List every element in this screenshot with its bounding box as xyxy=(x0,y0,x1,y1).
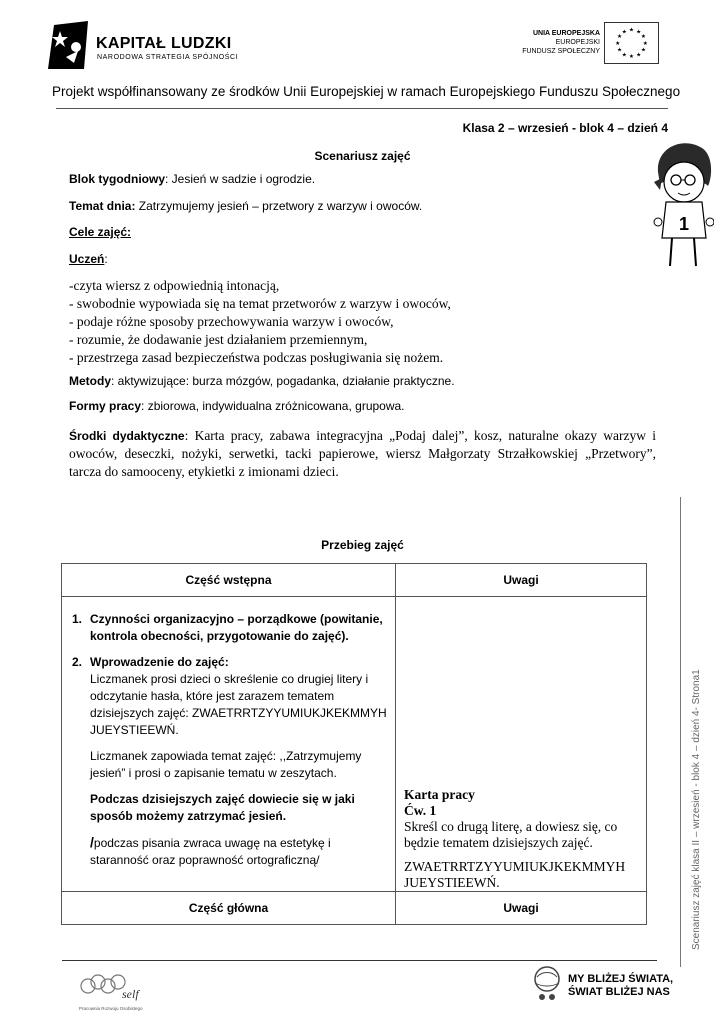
svg-text:★: ★ xyxy=(617,47,623,54)
list-item xyxy=(69,611,389,645)
svg-text:★: ★ xyxy=(628,27,635,34)
przebieg-title: Przebieg zajęć xyxy=(321,538,404,552)
uwagi-cw: Ćw. 1 xyxy=(404,803,437,818)
blok-value: : Jesień w sadzie i ogrodzie. xyxy=(165,172,316,186)
item2-p1: Liczmanek prosi dzieci o skreślenie co drugiej litery i odczytanie hasła, które jest zarazem tematem dzisiejszych zajęć: ZWAETRRTZYYUMIUKJKEKMMYH JUEYSTIEEWŃ. xyxy=(90,672,387,737)
eu-flag-icon xyxy=(604,22,659,64)
uczen-colon: : xyxy=(104,252,108,266)
table-cell-right xyxy=(396,597,647,892)
svg-text:★: ★ xyxy=(636,29,642,36)
col2-header: Uwagi xyxy=(396,564,647,597)
svg-text:★: ★ xyxy=(640,34,646,41)
svg-text:★: ★ xyxy=(621,52,627,59)
metody-value: : aktywizujące: burza mózgów, pogadanka, działanie praktyczne. xyxy=(111,374,455,388)
lesson-plan-table xyxy=(61,563,647,925)
formy-label: Formy pracy xyxy=(69,399,142,413)
list-item: - rozumie, że dodawanie jest działaniem przemiennym, xyxy=(69,332,368,347)
table-cell-left xyxy=(62,597,396,892)
page-title: Scenariusz zajęć xyxy=(314,149,411,163)
temat-label: Temat dnia: xyxy=(69,199,136,213)
table-header-row xyxy=(62,564,647,597)
uczen xyxy=(69,252,108,266)
svg-text:★: ★ xyxy=(615,40,621,47)
item2-p2: Liczmanek zapowiada temat zajęć: ,,Zatrzymujemy jesień” i prosi o zapisanie tematu w zeszytach. xyxy=(90,749,362,780)
logo-subtitle: NARODOWA STRATEGIA SPÓJNOŚCI xyxy=(97,54,239,61)
svg-text:★: ★ xyxy=(628,54,635,61)
svg-text:1: 1 xyxy=(678,214,690,234)
item2-p4: podczas pisania zwraca uwagę na estetykę i staranność oraz poprawność ortograficzną/ xyxy=(90,836,331,867)
item1-num: 1. xyxy=(72,612,83,626)
item2-num: 2. xyxy=(72,655,83,669)
temat-dnia xyxy=(69,199,422,213)
uwagi-code1: ZWAETRRTZYYUMIUKJKEKMMYH xyxy=(404,859,626,874)
svg-text:★: ★ xyxy=(640,47,646,54)
eu-line1: UNIA EUROPEJSKA xyxy=(532,30,600,37)
objectives-list xyxy=(69,277,451,367)
mascot-girl-icon xyxy=(652,138,714,270)
header-divider xyxy=(56,108,668,109)
eu-line2: EUROPEJSKI xyxy=(555,39,600,46)
metody-label: Metody xyxy=(69,374,111,388)
mbs-line1: MY BLIŻEJ ŚWIATA, xyxy=(568,973,674,985)
eu-line3: FUNDUSZ SPOŁECZNY xyxy=(522,48,600,55)
svg-text:★: ★ xyxy=(621,29,627,36)
mbs-line2: ŚWIAT BLIŻEJ NAS xyxy=(568,986,670,998)
footer-divider xyxy=(62,960,657,961)
self-logo-icon xyxy=(76,968,148,1014)
logo-title: KAPITAŁ LUDZKI xyxy=(96,35,232,52)
formy-pracy xyxy=(69,399,405,413)
cele-zajec xyxy=(69,225,131,239)
self-caption: Pracownia Rozwoju Osobistego xyxy=(79,1006,143,1011)
side-text: Scenariusz zajęć klasa II – wrzesień - blok 4 – dzień 4- Strona1 xyxy=(691,669,702,950)
srodki-dydaktyczne xyxy=(69,427,656,481)
kapital-ludzki-logo-icon xyxy=(44,17,92,73)
project-text: Projekt współfinansowany ze środków Unii Europejskiej w ramach Europejskiego Funduszu Społecznego xyxy=(52,84,681,99)
eu-text xyxy=(522,29,600,56)
item2-p3: Podczas dzisiejszych zajęć dowiecie się w jaki sposób możemy zatrzymać jesień. xyxy=(90,792,355,823)
item2-p4-slash: / xyxy=(90,834,94,850)
list-item: - swobodnie wypowiada się na temat przetworów z warzyw i owoców, xyxy=(69,296,451,311)
srodki-value: : Karta pracy, zabawa integracyjna „Podaj dalej”, kosz, naturalne okazy warzyw i owoców, deseczki, nożyki, serwetki, tacki papierowe, wiersz Małgorzaty Strzałkowskiej „Przetwory”, tarcza do samooceny, etykietki z imionami dzieci. xyxy=(69,428,656,479)
item1-text: Czynności organizacyjno – porządkowe (powitanie, kontrola obecności, przygotowanie do zajęć). xyxy=(90,612,383,643)
uwagi-title: Karta pracy xyxy=(404,787,475,802)
list-item: - przestrzega zasad bezpieczeństwa podczas posługiwania się nożem. xyxy=(69,350,444,365)
item2-title: Wprowadzenie do zajęć: xyxy=(90,655,229,669)
col1-header: Część wstępna xyxy=(62,564,396,597)
table-row xyxy=(62,597,647,892)
svg-text:★: ★ xyxy=(642,40,648,47)
uwagi-code2: JUEYSTIEEWŃ. xyxy=(404,875,500,890)
uwagi-block xyxy=(404,787,654,891)
uczen-label: Uczeń xyxy=(69,252,105,266)
uwagi-text: Skreśl co drugą literę, a dowiesz się, co będzie tematem dzisiejszych zajęć. xyxy=(404,819,618,850)
table-header-row-2 xyxy=(62,892,647,925)
globe-people-icon xyxy=(532,965,562,1003)
list-item: - podaje różne sposoby przechowywania warzyw i owoców, xyxy=(69,314,394,329)
col2-header-2: Uwagi xyxy=(396,892,647,925)
list-item: -czyta wiersz z odpowiednią intonacją, xyxy=(69,278,280,293)
self-label: self xyxy=(122,987,139,1001)
steps-list xyxy=(69,611,389,869)
srodki-label: Środki dydaktyczne xyxy=(69,429,185,443)
blok-tygodniowy xyxy=(69,172,315,186)
col1-header-2: Część główna xyxy=(62,892,396,925)
metody xyxy=(69,374,455,388)
svg-text:★: ★ xyxy=(636,52,642,59)
list-item xyxy=(69,654,389,869)
footer-slogan xyxy=(568,973,673,999)
class-info: Klasa 2 – wrzesień - blok 4 – dzień 4 xyxy=(462,121,668,135)
temat-value: Zatrzymujemy jesień – przetwory z warzyw i owoców. xyxy=(135,199,423,213)
blok-label: Blok tygodniowy xyxy=(69,172,165,186)
formy-value: : zbiorowa, indywidualna zróżnicowana, grupowa. xyxy=(141,399,405,413)
cele-label: Cele zajęć: xyxy=(69,225,132,239)
svg-text:★: ★ xyxy=(617,34,623,41)
